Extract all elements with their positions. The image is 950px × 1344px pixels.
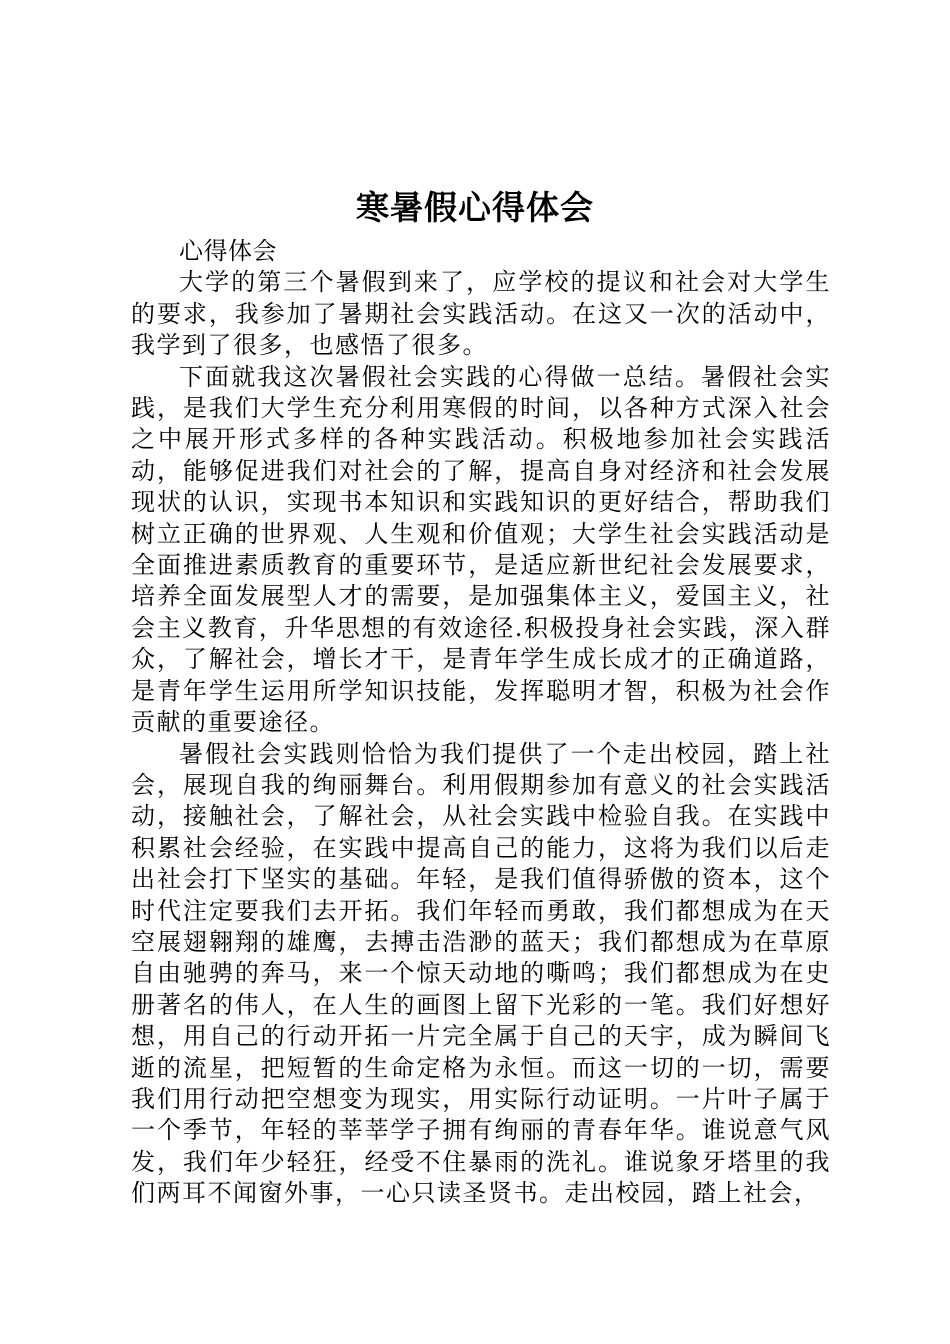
paragraph: 暑假社会实践则恰恰为我们提供了一个走出校园，踏上社会，展现自我的绚丽舞台。利用假期参加有意义的社会实践活动，接触社会，了解社会，从社会实践中检验自我。在实践中积累社会经验，在实践中提高自己的能力，这将为我们以后走出社会打下坚实的基础。年轻，是我们值得骄傲的资本，这个时代注定要我们去开拓。我们年轻而勇敢，我们都想成为在天空展翅翱翔的雄鹰，去搏击浩渺的蓝天；我们都想成为在草原自由驰骋的奔马，来一个惊天动地的嘶鸣；我们都想成为在史册著名的伟人，在人生的画图上留下光彩的一笔。我们好想好想，用自己的行动开拓一片完全属于自己的天宇，成为瞬间飞逝的流星，把短暂的生命定格为永恒。而这一切的一切，需要我们用行动把空想变为现实，用实际行动证明。一片叶子属于一个季节，年轻的莘莘学子拥有绚丽的青春年华。谁说意气风发，我们年少轻狂，经受不住暴雨的洗礼。谁说象牙塔里的我们两耳不闻窗外事，一心只读圣贤书。走出校园，踏上社会， xyxy=(131,739,831,1208)
document-body xyxy=(131,236,831,1210)
paragraph: 大学的第三个暑假到来了，应学校的提议和社会对大学生的要求，我参加了暑期社会实践活动。在这又一次的活动中，我学到了很多，也感悟了很多。 xyxy=(131,268,831,360)
paragraph: 下面就我这次暑假社会实践的心得做一总结。暑假社会实践，是我们大学生充分利用寒假的时间，以各种方式深入社会之中展开形式多样的各种实践活动。积极地参加社会实践活动，能够促进我们对社会的了解，提高自身对经济和社会发展现状的认识，实现书本知识和实践知识的更好结合，帮助我们树立正确的世界观、人生观和价值观；大学生社会实践活动是全面推进素质教育的重要环节，是适应新世纪社会发展要求，培养全面发展型人才的需要，是加强集体主义，爱国主义，社会主义教育，升华思想的有效途径.积极投身社会实践，深入群众，了解社会，增长才干，是青年学生成长成才的正确道路，是青年学生运用所学知识技能，发挥聪明才智，积极为社会作贡献的重要途径。 xyxy=(131,362,831,737)
document-title: 寒暑假心得体会 xyxy=(356,188,594,227)
section-heading: 心得体会 xyxy=(179,237,277,265)
